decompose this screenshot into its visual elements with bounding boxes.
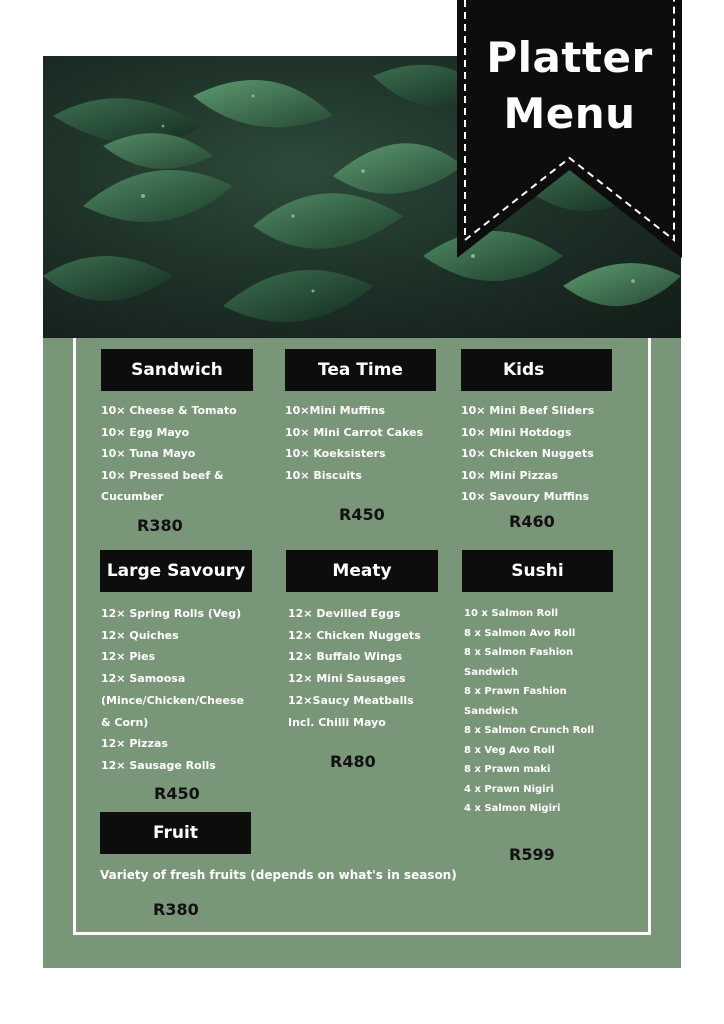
list-item: Sandwich xyxy=(464,705,518,717)
list-item: 10× Savoury Muffins xyxy=(461,490,590,504)
list-item: 10× Mini Pizzas xyxy=(461,468,559,482)
meaty-items-list xyxy=(288,603,421,733)
list-item: 10×Mini Muffins xyxy=(285,404,386,417)
kids-items-list xyxy=(461,400,594,508)
list-item: 10× Mini Carrot Cakes xyxy=(285,425,424,439)
list-item: 10× Chicken Nuggets xyxy=(461,447,594,461)
price-fruit: R380 xyxy=(153,900,199,919)
list-item: 10× Mini Hotdogs xyxy=(461,425,572,439)
list-item: 10× Cheese & Tomato xyxy=(101,404,237,417)
list-item: 10× Tuna Mayo xyxy=(101,447,196,461)
section-title-large-savoury: Large Savoury xyxy=(100,550,252,592)
list-item: Incl. Chilli Mayo xyxy=(288,715,386,729)
banner-title-line1: Platter xyxy=(486,33,653,82)
section-title-tea-time: Tea Time xyxy=(285,349,436,391)
section-title-meaty: Meaty xyxy=(286,550,438,592)
sandwich-items-list xyxy=(101,400,237,508)
banner-title-line2: Menu xyxy=(503,89,636,138)
list-item: Sandwich xyxy=(464,666,518,678)
price-meaty: R480 xyxy=(330,752,376,771)
list-item: 8 x Salmon Avo Roll xyxy=(464,627,576,639)
price-sandwich: R380 xyxy=(137,516,183,535)
list-item: 8 x Veg Avo Roll xyxy=(464,744,555,756)
list-item: & Corn) xyxy=(101,715,149,729)
list-item: 12× Quiches xyxy=(101,628,179,642)
list-item: Cucumber xyxy=(101,490,164,504)
price-large-savoury: R450 xyxy=(154,784,200,803)
section-title-fruit: Fruit xyxy=(100,812,251,854)
list-item: 12× Samoosa xyxy=(101,672,186,686)
list-item: 4 x Salmon Nigiri xyxy=(464,803,561,814)
list-item: 10 x Salmon Roll xyxy=(464,608,559,619)
list-item: 10× Biscuits xyxy=(285,468,362,482)
list-item: 8 x Salmon Fashion xyxy=(464,647,574,658)
list-item: 12× Devilled Eggs xyxy=(288,607,401,620)
sushi-items-list xyxy=(464,604,594,819)
list-item: 8 x Prawn Fashion xyxy=(464,686,567,697)
list-item: 12× Pizzas xyxy=(101,737,168,751)
list-item: 8 x Salmon Crunch Roll xyxy=(464,725,595,736)
list-item: 12× Buffalo Wings xyxy=(288,650,403,664)
list-item: 12× Pies xyxy=(101,650,156,664)
list-item: 4 x Prawn Nigiri xyxy=(464,783,554,795)
list-item: 10× Pressed beef & xyxy=(101,468,224,482)
title-banner xyxy=(457,0,682,258)
section-title-sandwich: Sandwich xyxy=(101,349,253,391)
price-kids: R460 xyxy=(509,512,555,531)
list-item: 10× Egg Mayo xyxy=(101,425,190,439)
list-item: 10× Mini Beef Sliders xyxy=(461,404,595,417)
tea-time-items-list xyxy=(285,400,423,486)
list-item: (Mince/Chicken/Cheese xyxy=(101,693,244,707)
list-item: 12×Saucy Meatballs xyxy=(288,693,414,707)
price-sushi: R599 xyxy=(509,845,555,864)
large-savoury-items-list xyxy=(101,603,244,777)
list-item: 8 x Prawn maki xyxy=(464,764,551,775)
list-item: 12× Mini Sausages xyxy=(288,672,406,686)
list-item: 12× Spring Rolls (Veg) xyxy=(101,607,242,620)
price-tea-time: R450 xyxy=(339,505,385,524)
section-title-sushi: Sushi xyxy=(462,550,613,592)
list-item: 12× Sausage Rolls xyxy=(101,758,216,772)
section-title-kids: Kids xyxy=(461,349,612,391)
list-item: 12× Chicken Nuggets xyxy=(288,628,421,642)
list-item: 10× Koeksisters xyxy=(285,447,386,461)
fruit-description: Variety of fresh fruits (depends on what's in season) xyxy=(100,868,457,882)
